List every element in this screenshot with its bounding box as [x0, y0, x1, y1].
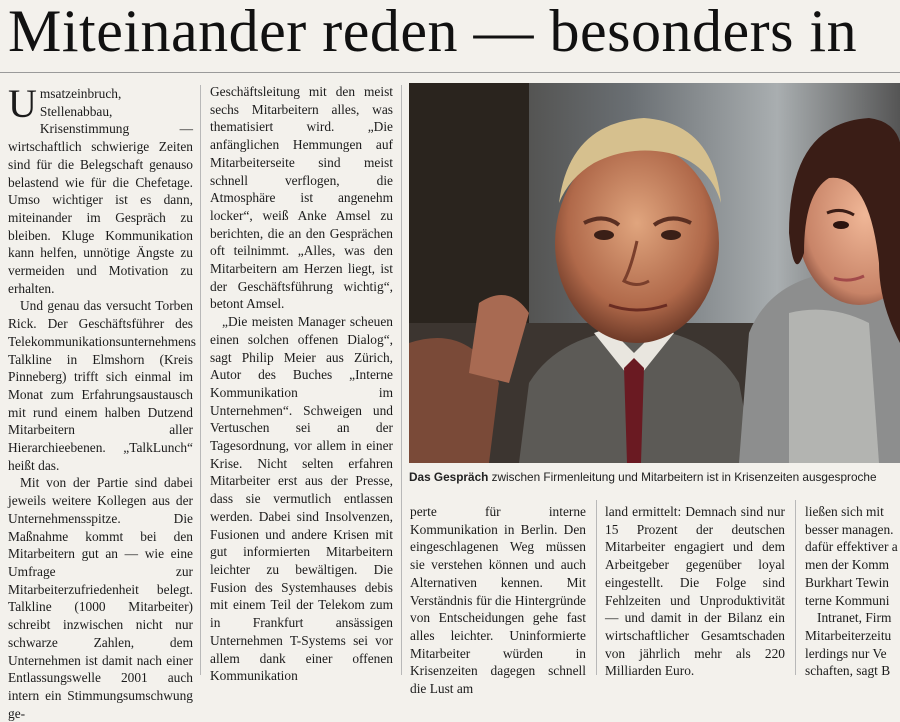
article-column-3 [410, 503, 586, 698]
article-column-1 [8, 81, 196, 722]
paragraph: Geschäftsleitung mit den meist sechs Mitarbeitern alles, was thematisiert wird. „Die anfänglichen Hemmungen auf Mitarbeiterseite sind meist schnell verflogen, die Atmosphäre ist angenehm locker“, weiß Anke Amsel zu berichten, die an den Gesprächen oft teilnimmt. „Alles, was den Mitarbeitern am Herzen liegt, ist der Geschäftsführung wichtig“, betont Amsel. [210, 84, 393, 312]
column-divider [795, 500, 796, 675]
caption-lead: Das Gespräch [409, 470, 489, 484]
drop-cap: U [8, 81, 37, 126]
text-line: schaften, sagt B [805, 663, 891, 679]
paragraph [8, 81, 193, 297]
caption-text: zwischen Firmenleitung und Mitarbeitern ist in Krisenzeiten ausgesproche [488, 470, 877, 484]
text-line: men der Komm [805, 557, 890, 573]
headline: Miteinander reden — besonders in [8, 0, 858, 64]
text-line: lerdings nur Ve [805, 645, 887, 661]
column-divider [200, 85, 201, 675]
paragraph: Mit von der Partie sind dabei jeweils weitere Kollegen aus der Unternehmensspitze. Die Maßnahme kommt bei den Mitarbeitern gut an — wie eine Umfrage zur Mitarbeiterzufriedenheit belegt. Talkline (1000 Mitarbeiter) schreibt inzwischen nicht nur schwarze Zahlen, dem Unternehmen ist damit nach einer Entlassungswelle 2001 auch intern ein Stimmungsumschwung ge- [8, 475, 193, 721]
column-divider [596, 500, 597, 675]
photo-illustration [409, 83, 900, 463]
text-line: besser managen. [805, 521, 894, 537]
text-line: Burkhart Tewin [805, 574, 889, 590]
article-photo [409, 83, 900, 463]
headline-rule [0, 72, 900, 73]
paragraph: perte für interne Kommunikation in Berlin. Den eingeschlagenen Weg müssen sie verstehen können und auch Alternativen kennen. Mit Verständnis für die Hintergründe von Entscheidungen gehe fast alles leichter. Uninformierte Mitarbeiter würden in Krisenzeiten dagegen schnell die Lust am [410, 504, 586, 697]
text-line: Mitarbeiterzeitu [805, 627, 892, 643]
text-line: Intranet, Firm [817, 610, 892, 626]
text-line: ließen sich mit [805, 504, 884, 519]
article-column-2 [210, 83, 393, 685]
article-column-5 [805, 503, 900, 680]
paragraph: Und genau das versucht Torben Rick. Der Geschäftsführer des Telekommunikationsunternehmens Talkline in Elmshorn (Kreis Pinneberg) trifft sich einmal im Monat zum Erfahrungsaustausch mit rund einem halben Dutzend Mitarbeitern aller Hierarchieebenen. „TalkLunch“ heißt das. [8, 298, 196, 473]
paragraph: land ermittelt: Demnach sind nur 15 Prozent der deutschen Mitarbeiter engagiert und dem Arbeitgeber gegenüber loyal eingestellt. Die Folge sind Fehlzeiten und Unproduktivität — und damit in der Bilanz ein wirtschaftlicher Gesamtschaden von jährlich mehr als 220 Milliarden Euro. [605, 504, 785, 679]
paragraph: „Die meisten Manager scheuen einen solchen offenen Dialog“, sagt Philip Meier aus Zürich, Autor des Buches „Interne Kommunikation im Unternehmen“. Schweigen und Vertuschen sei an der Tagesordnung, vor allem in einer Krise. Nicht selten erfahren Mitarbeiter erst aus der Presse, dass sie vermutlich entlassen werden. Dabei sind Insolvenzen, Fusionen und andere Krisen mit gut informierten Mitarbeitern leichter zu bewältigen. Die Fusion des Systemhauses debis mit einem Teil der Telekom zum in Frankfurt ansässigen Unternehmen T-Systems sei vor allem dank einer offenen Kommunikation [210, 314, 393, 684]
text-line: terne Kommuni [805, 592, 890, 608]
photo-caption [409, 467, 900, 487]
column-divider [401, 85, 402, 675]
paragraph-text: msatzeinbruch, Stellenabbau, Krisenstimmung — wirtschaftlich schwierige Zeiten sind für die Belegschaft genauso belastend wie für die Chefetage. Umso wichtiger ist es dann, miteinander im Gespräch zu bleiben. Kluge Kommunikation kann helfen, unnötige Ängste zu vermeiden und Motivation zu erhalten. [8, 86, 193, 296]
article-column-4 [605, 503, 785, 680]
text-line: dafür effektiver a [805, 539, 898, 555]
